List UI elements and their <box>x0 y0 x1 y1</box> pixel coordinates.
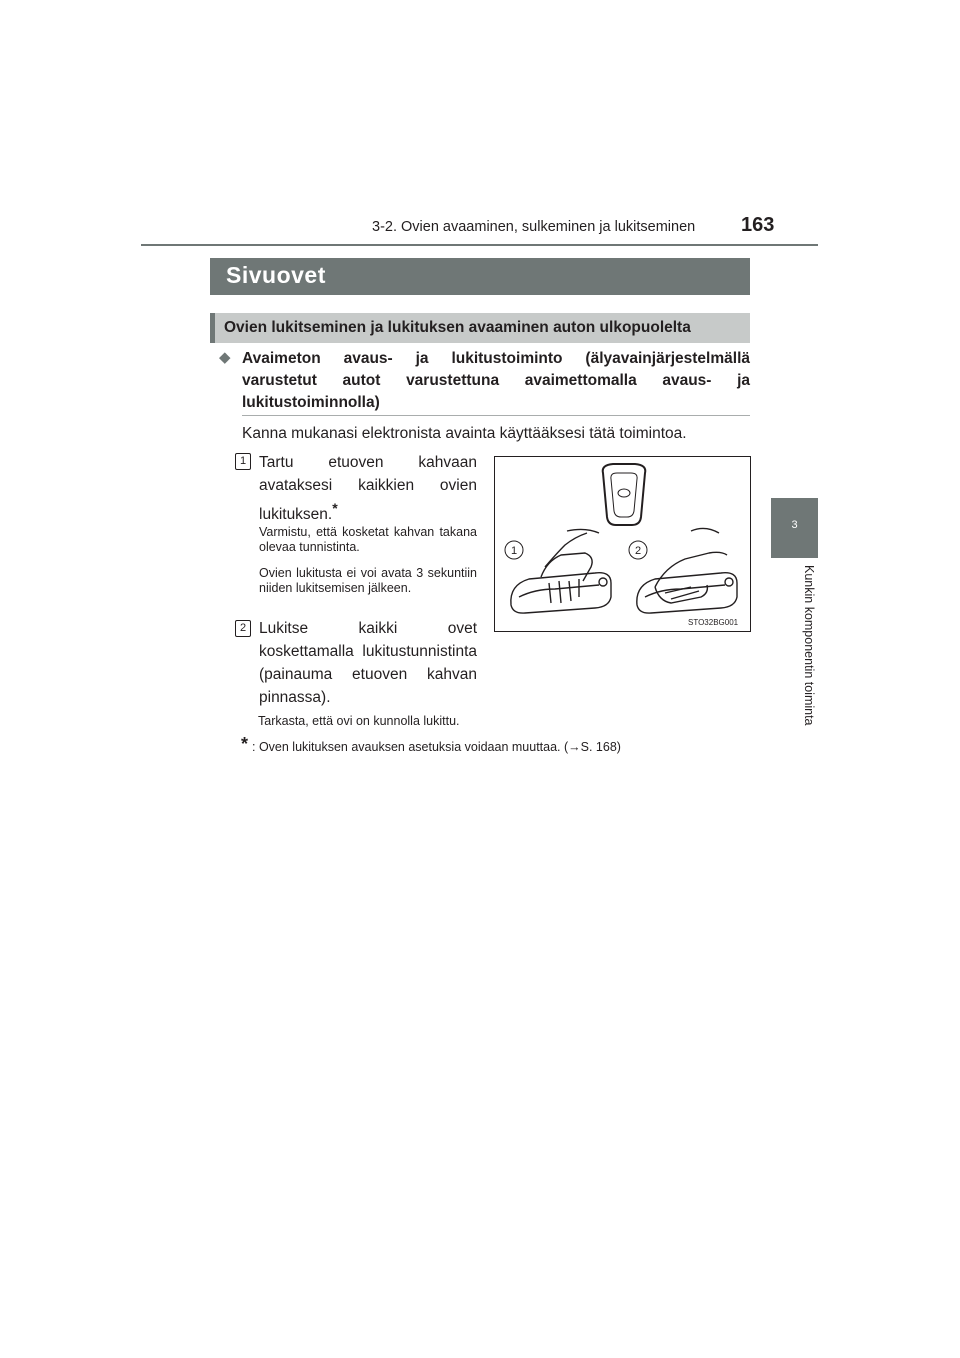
step-1-body: Tartu etuoven kahvaan avataksesi kaikkien ovien lukituksen. <box>259 454 477 524</box>
step-1-badge: 1 <box>235 453 251 470</box>
left-door-handle <box>511 529 611 613</box>
subsection-title: Ovien lukitseminen ja lukituksen avaaminen auton ulkopuolelta <box>224 319 691 336</box>
callout-2-label: 2 <box>634 545 642 557</box>
feature-rule <box>242 415 750 416</box>
step-1-text <box>259 451 477 526</box>
step-2-text: Lukitse kaikki ovet koskettamalla lukitustunnistinta (painauma etuoven kahvan pinnassa). <box>259 620 477 706</box>
header-rule <box>141 244 818 246</box>
callout-1-label: 1 <box>510 545 518 557</box>
step-1-note-1: Varmistu, että kosketat kahvan takana olevaa tunnistinta. <box>259 525 477 554</box>
step-1-note-2: Ovien lukitusta ei voi avata 3 sekuntiin niiden lukitsemisen jälkeen. <box>259 566 477 595</box>
door-handle-illustration <box>495 457 750 631</box>
feature-heading: Avaimeton avaus- ja lukitustoiminto (älyavainjärjestelmällä varustetut autot varustettuna avaimettomalla avaus- ja lukitustoiminnolla) <box>242 350 750 411</box>
intro-text: Kanna mukanasi elektronista avainta käyttääksesi tätä toimintoa. <box>242 425 687 442</box>
callout-1 <box>505 541 523 559</box>
page-number: 163 <box>741 214 775 236</box>
step-1-footnote-marker: * <box>332 500 338 516</box>
diamond-bullet-icon: ◆ <box>219 349 231 366</box>
footnote-text: : Oven lukituksen avauksen asetuksia voidaan muuttaa. (→S. 168) <box>252 740 621 754</box>
step-2-note: Tarkasta, että ovi on kunnolla lukittu. <box>258 714 460 728</box>
running-head: 3-2. Ovien avaaminen, sulkeminen ja lukitseminen <box>372 219 696 235</box>
callout-2 <box>629 541 647 559</box>
footnote-marker: * <box>241 734 249 754</box>
chapter-title: Kunkin komponentin toiminta <box>802 565 816 726</box>
chapter-number: 3 <box>791 519 798 531</box>
smart-key-icon <box>603 464 646 525</box>
section-title: Sivuovet <box>226 262 326 288</box>
figure-code: STO32BG001 <box>688 618 739 627</box>
step-2-badge: 2 <box>235 620 251 637</box>
right-door-handle <box>634 528 737 613</box>
door-handle-figure <box>494 456 751 632</box>
subsection-bar-accent <box>210 313 215 343</box>
